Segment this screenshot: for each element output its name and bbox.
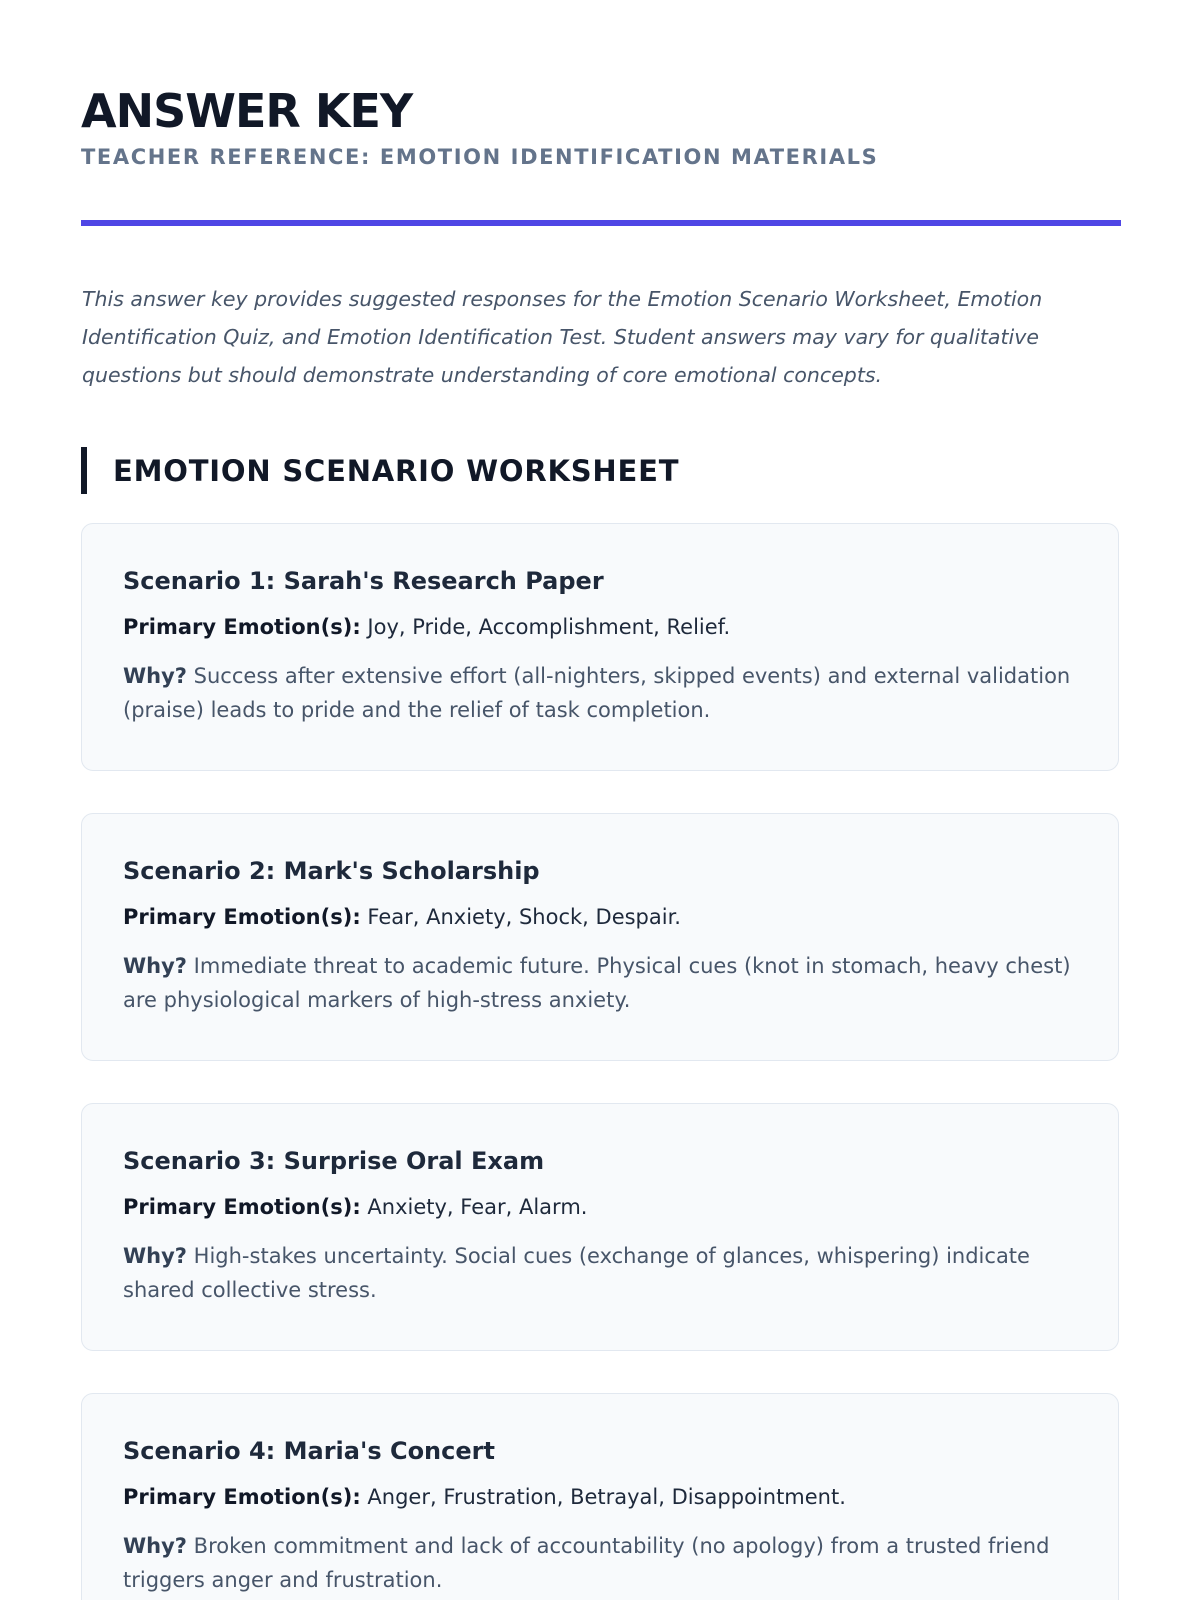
scenario-emotions: [123, 902, 1078, 932]
scenario-title: Scenario 1: Sarah's Research Paper: [123, 567, 604, 595]
scenario-emotions: [123, 612, 1078, 642]
scenario-card: [81, 813, 1119, 1061]
primary-emotions-label: Primary Emotion(s):: [123, 1485, 361, 1509]
section-heading: [81, 447, 679, 494]
primary-emotions-label: Primary Emotion(s):: [123, 1195, 361, 1219]
scenario-card: [81, 1393, 1119, 1600]
intro-paragraph: This answer key provides suggested responses for the Emotion Scenario Worksheet, Emotion Identification Quiz, and Emotion Identification Test. Student answers may vary for qualitative questions but should demonstrate understanding of core emotional concepts.: [82, 287, 1043, 387]
why-text: Immediate threat to academic future. Physical cues (knot in stomach, heavy chest) are physiological markers of high-stress anxiety.: [123, 954, 1071, 1012]
why-label: Why?: [123, 954, 187, 978]
scenario-emotions: [123, 1192, 1078, 1222]
primary-emotions-value: Anger, Frustration, Betrayal, Disappointment.: [367, 1485, 846, 1509]
scenario-why: [123, 1529, 1078, 1597]
primary-emotions-value: Fear, Anxiety, Shock, Despair.: [367, 905, 681, 929]
why-label: Why?: [123, 664, 187, 688]
section-title: EMOTION SCENARIO WORKSHEET: [113, 453, 680, 488]
scenario-title: Scenario 2: Mark's Scholarship: [123, 857, 540, 885]
primary-emotions-label: Primary Emotion(s):: [123, 905, 361, 929]
page-header: [81, 82, 1121, 172]
scenario-emotions: [123, 1482, 1078, 1512]
header-divider: [81, 220, 1121, 226]
primary-emotions-label: Primary Emotion(s):: [123, 615, 361, 639]
why-text: High-stakes uncertainty. Social cues (exchange of glances, whispering) indicate shared collective stress.: [123, 1244, 1030, 1302]
scenario-why: [123, 1239, 1078, 1307]
why-label: Why?: [123, 1244, 187, 1268]
why-text: Broken commitment and lack of accountability (no apology) from a trusted friend triggers anger and frustration.: [123, 1534, 1050, 1592]
primary-emotions-value: Anxiety, Fear, Alarm.: [367, 1195, 588, 1219]
why-text: Success after extensive effort (all-nighters, skipped events) and external validation (praise) leads to pride and the relief of task completion.: [123, 664, 1071, 722]
scenario-card: [81, 1103, 1119, 1351]
scenario-why: [123, 949, 1078, 1017]
scenario-title: Scenario 3: Surprise Oral Exam: [123, 1147, 545, 1175]
page-subtitle: TEACHER REFERENCE: EMOTION IDENTIFICATION MATERIALS: [81, 145, 879, 169]
scenario-why: [123, 659, 1078, 727]
primary-emotions-value: Joy, Pride, Accomplishment, Relief.: [367, 615, 731, 639]
scenario-card: [81, 523, 1119, 771]
section-accent-bar: [81, 447, 87, 494]
scenario-title: Scenario 4: Maria's Concert: [123, 1437, 495, 1465]
why-label: Why?: [123, 1534, 187, 1558]
page-title: ANSWER KEY: [81, 84, 413, 138]
